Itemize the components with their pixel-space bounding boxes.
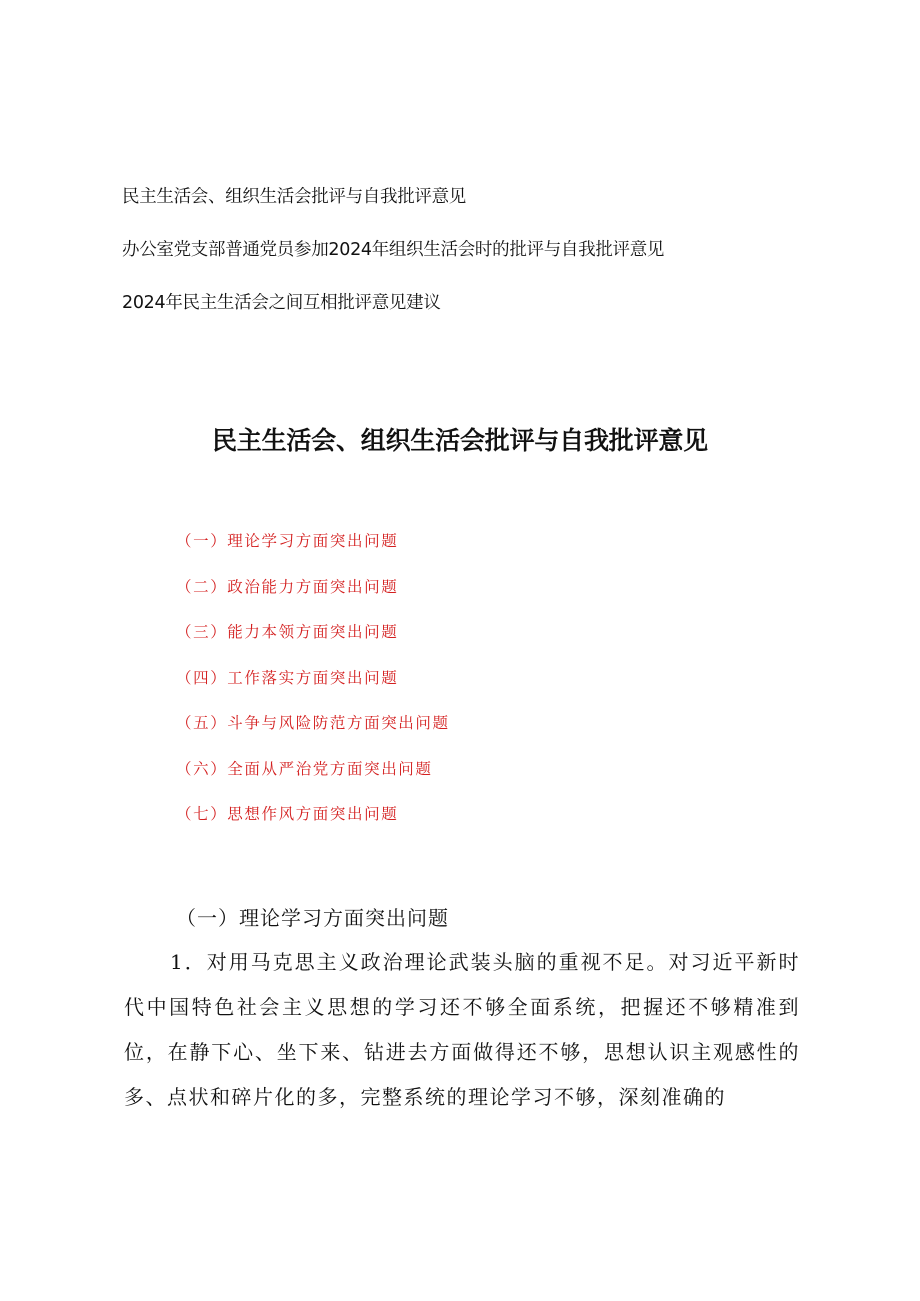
document-title: 民主生活会、组织生活会批评与自我批评意见 [211, 426, 708, 455]
section-heading: （一）理论学习方面突出问题 [176, 906, 449, 930]
toc-item-1[interactable]: （一）理论学习方面突出问题 [176, 532, 399, 550]
cover-line-3: 2024年民主生活会之间互相批评意见建议 [122, 293, 441, 313]
body-paragraph: 1．对用马克思主义政治理论武装头脑的重视不足。对习近平新时代中国特色社会主义思想的学习还不够全面系统，把握还不够精准到位，在静下心、坐下来、钻进去方面做得还不够，思想认识主观感性的多、点状和碎片化的多，完整系统的理论学习不够，深刻准确的 [124, 950, 800, 1109]
cover-line-1: 民主生活会、组织生活会批评与自我批评意见 [122, 187, 466, 207]
toc-item-2[interactable]: （二）政治能力方面突出问题 [176, 577, 399, 596]
table-of-contents [176, 530, 450, 849]
toc-item-4[interactable]: （四）工作落实方面突出问题 [176, 668, 399, 687]
body-section [124, 896, 800, 1120]
toc-item-7[interactable]: （七）思想作风方面突出问题 [176, 805, 399, 823]
cover-line-2: 办公室党支部普通党员参加2024年组织生活会时的批评与自我批评意见 [122, 240, 665, 260]
toc-item-5[interactable]: （五）斗争与风险防范方面突出问题 [176, 714, 450, 732]
cover-title-list [122, 186, 822, 314]
toc-item-6[interactable]: （六）全面从严治党方面突出问题 [176, 759, 433, 778]
toc-item-3[interactable]: （三）能力本领方面突出问题 [176, 623, 399, 641]
